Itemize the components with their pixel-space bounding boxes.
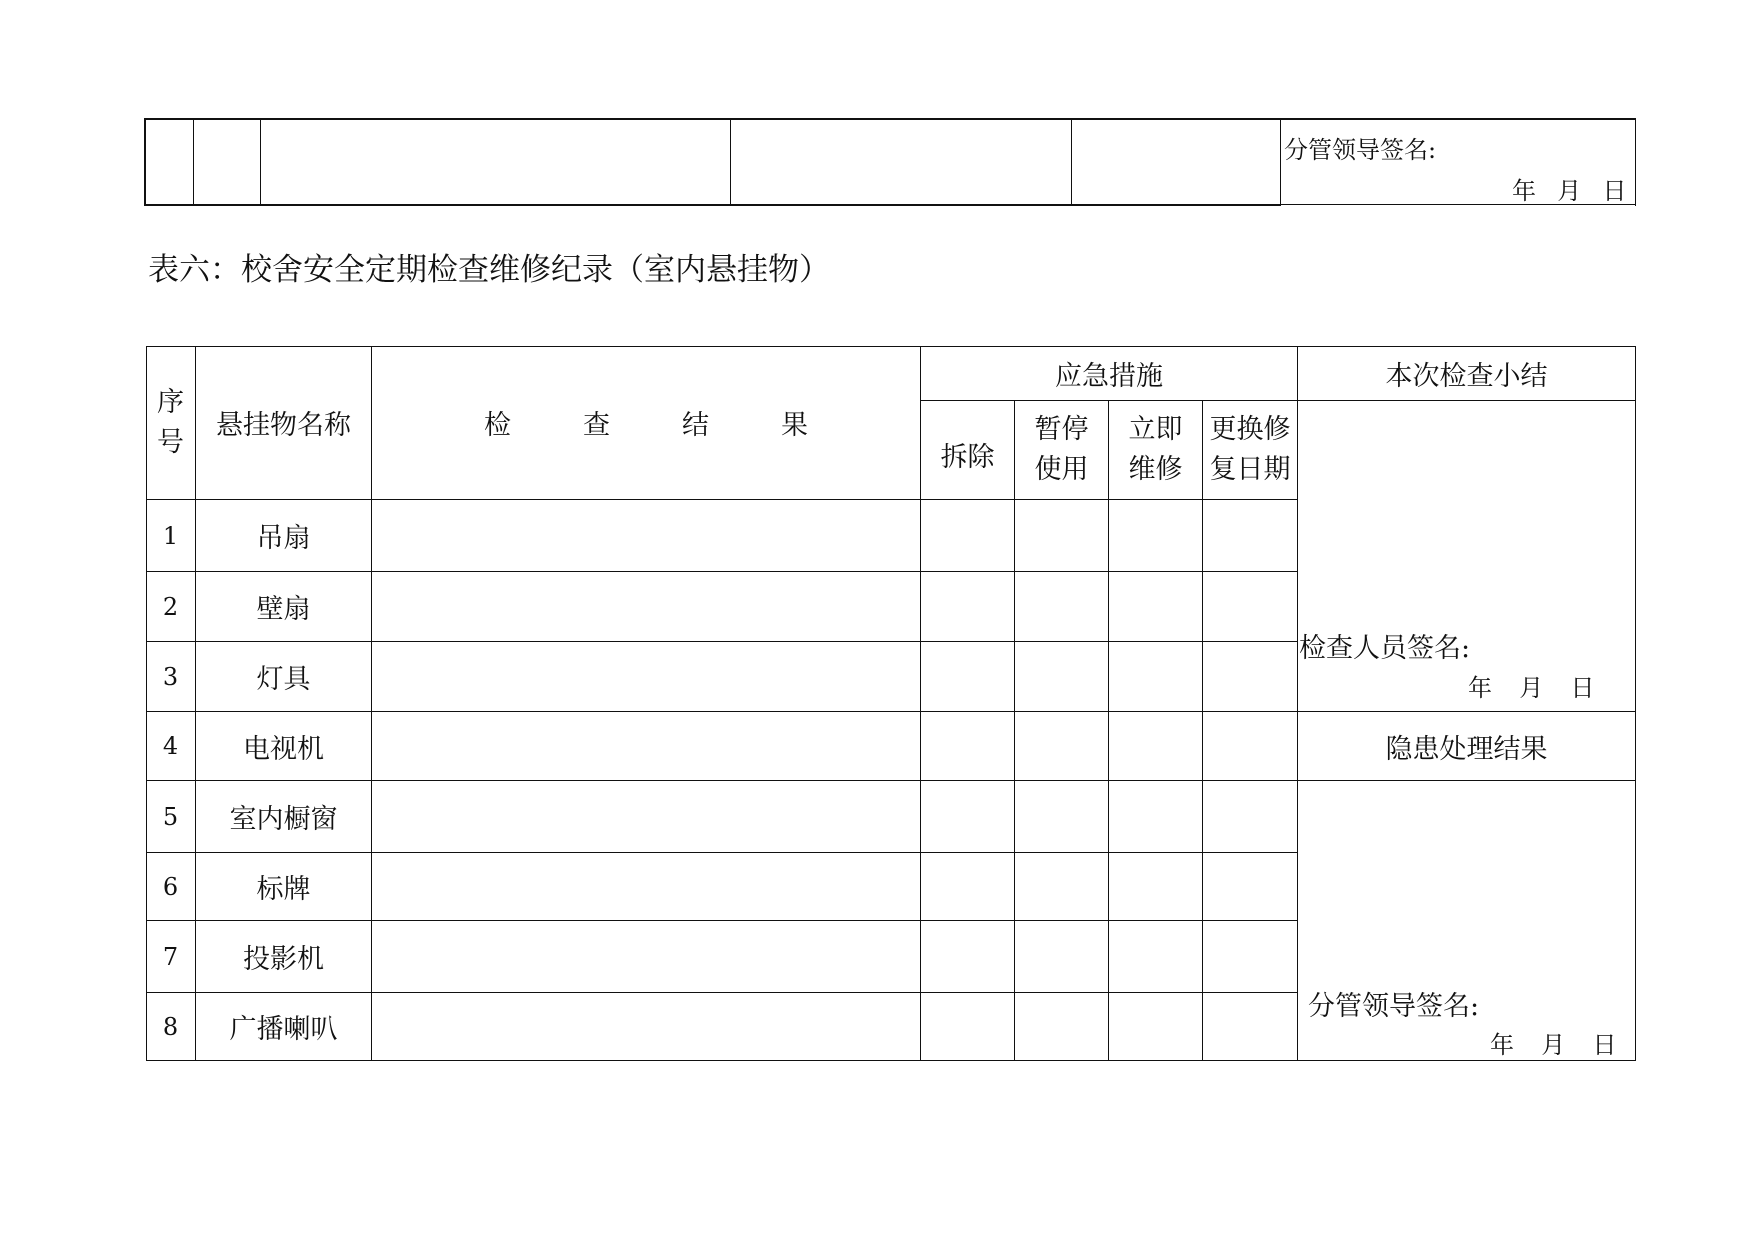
row-number: 8 (162, 1012, 179, 1041)
leader-date-label: 年 月 日 (1490, 1031, 1621, 1059)
top-table-border-top (144, 118, 1636, 120)
header-result-char: 果 (781, 410, 808, 441)
header-summary: 本次检查小结 (1385, 360, 1548, 392)
top-leader-sign-label: 分管领导签名: (1284, 136, 1437, 164)
top-date-label: 年 月 日 (1512, 177, 1629, 205)
row-item-name: 灯具 (256, 664, 311, 695)
header-replace-line2: 复日期 (1209, 453, 1291, 485)
row-number: 1 (162, 521, 179, 550)
top-table-vline (1071, 118, 1072, 206)
top-table-vline (193, 118, 194, 206)
header-replace-date (1203, 400, 1297, 499)
row-item-name: 广播喇叭 (229, 1014, 338, 1045)
header-seq (146, 346, 195, 499)
row-item-name: 标牌 (256, 874, 311, 905)
inspector-sign-label: 检查人员签名: (1299, 633, 1471, 664)
header-repair-line1: 立即 (1128, 413, 1183, 445)
row-item-name: 电视机 (243, 733, 324, 765)
row-number: 4 (162, 732, 179, 760)
row-item-name: 投影机 (243, 944, 324, 975)
header-result-char: 结 (682, 410, 709, 441)
header-result-char: 查 (583, 410, 610, 441)
row-item-name: 吊扇 (256, 523, 311, 554)
row-number: 3 (162, 662, 179, 691)
header-pause-line1: 暂停 (1034, 413, 1089, 445)
row-number: 6 (162, 872, 179, 901)
row-item-name: 壁扇 (256, 594, 311, 625)
header-remove: 拆除 (940, 442, 995, 473)
header-repair-line2: 维修 (1128, 453, 1183, 485)
inspector-date-label: 年 月 日 (1468, 674, 1599, 702)
header-result (372, 346, 920, 499)
header-result-char: 检 (484, 410, 511, 441)
header-seq-line1: 序 (157, 386, 184, 418)
row-number: 7 (162, 942, 179, 971)
header-emergency: 应急措施 (1055, 360, 1163, 392)
top-table-vline (144, 118, 146, 206)
table-border-bottom (146, 1060, 1636, 1061)
header-name: 悬挂物名称 (216, 410, 351, 441)
row-number: 2 (162, 592, 179, 621)
header-immediate-repair (1109, 400, 1202, 499)
top-table-vline (730, 118, 731, 206)
header-seq-line2: 号 (157, 426, 184, 458)
hazard-result-label: 隐患处理结果 (1385, 733, 1548, 765)
row-item-name: 室内橱窗 (229, 804, 338, 835)
top-table-vline (1635, 118, 1636, 206)
header-pause-line2: 使用 (1034, 453, 1089, 485)
page-title: 表六：校舍安全定期检查维修纪录（室内悬挂物） (148, 252, 830, 288)
table-border-right (1635, 346, 1636, 1061)
row-number: 5 (162, 802, 179, 831)
col-divider (1297, 346, 1298, 1061)
leader-sign-label: 分管领导签名: (1308, 991, 1480, 1022)
top-table-border-bottom-left (144, 204, 1280, 206)
top-table-vline (260, 118, 261, 206)
header-replace-line1: 更换修 (1209, 413, 1291, 445)
header-pause-use (1015, 400, 1108, 499)
top-table-vline (1280, 118, 1281, 206)
